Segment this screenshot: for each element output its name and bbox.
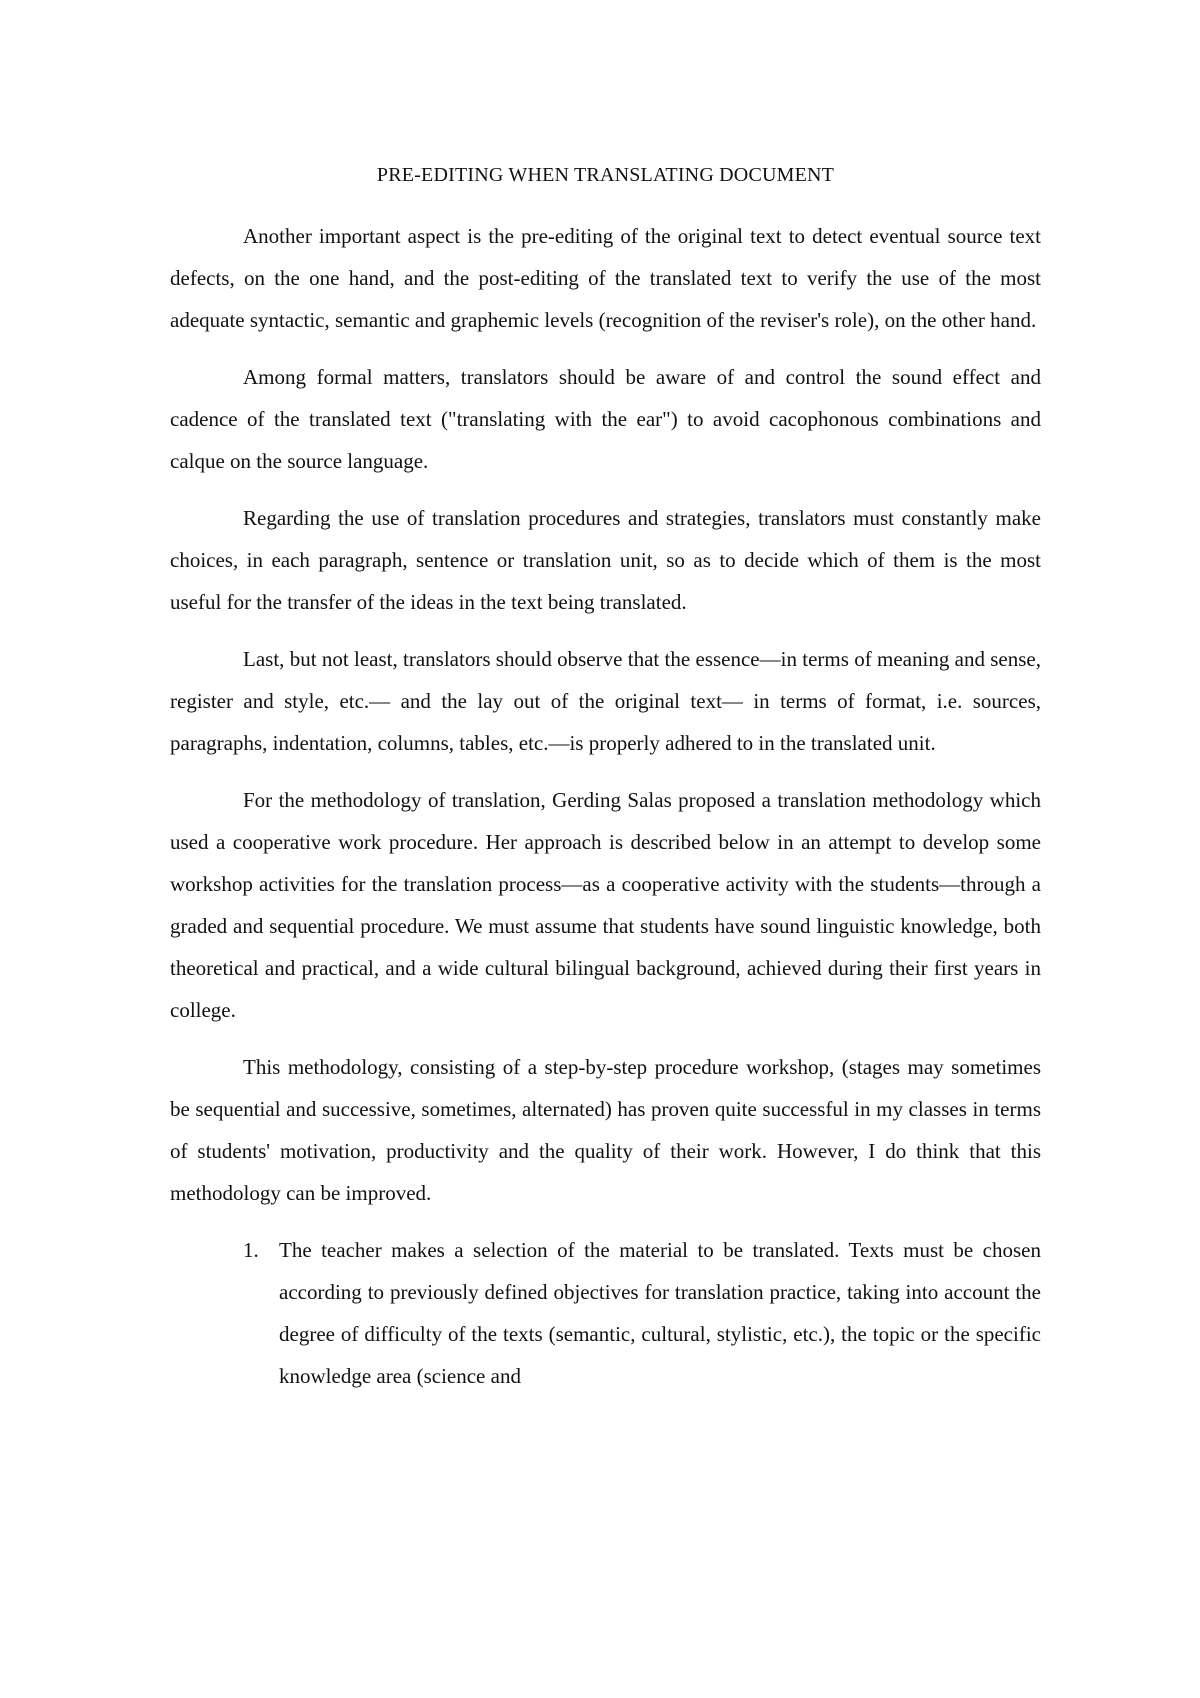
paragraph-essence: Last, but not least, translators should observe that the essence—in terms of meaning and sense, register and style, etc.— and the lay out of the original text— in terms of format, i.e. sources, paragraphs, indentation, columns, tables, etc.—is properly adhered to in the translated unit. bbox=[170, 647, 1041, 755]
procedure-list bbox=[170, 1229, 1041, 1397]
paragraph-workshop: This methodology, consisting of a step-by-step procedure workshop, (stages may sometimes be sequential and successive, sometimes, alternated) has proven quite successful in my classes in terms of students' motivation, productivity and the quality of their work. However, I do think that this methodology can be improved. bbox=[170, 1055, 1041, 1205]
paragraph-methodology: For the methodology of translation, Gerding Salas proposed a translation methodology which used a cooperative work procedure. Her approach is described below in an attempt to develop some workshop activities for the translation process—as a cooperative activity with the students—through a graded and sequential procedure. We must assume that students have sound linguistic knowledge, both theoretical and practical, and a wide cultural bilingual background, achieved during their first years in college. bbox=[170, 788, 1041, 1022]
list-item-number: 1. bbox=[243, 1238, 259, 1262]
list-item-text: The teacher makes a selection of the material to be translated. Texts must be chosen according to previously defined objectives for translation practice, taking into account the degree of difficulty of the texts (semantic, cultural, stylistic, etc.), the topic or the specific knowledge area (science and bbox=[279, 1238, 1041, 1388]
paragraph-pre-editing: Another important aspect is the pre-editing of the original text to detect eventual source text defects, on the one hand, and the post-editing of the translated text to verify the use of the most adequate syntactic, semantic and graphemic levels (recognition of the reviser's role), on the other hand. bbox=[170, 224, 1041, 332]
paragraph-formal-matters: Among formal matters, translators should be aware of and control the sound effect and cadence of the translated text ("translating with the ear") to avoid cacophonous combinations and calque on the source language. bbox=[170, 365, 1041, 473]
document-body bbox=[170, 163, 1041, 1397]
list-item bbox=[170, 1229, 1041, 1397]
paragraph-procedures: Regarding the use of translation procedures and strategies, translators must constantly make choices, in each paragraph, sentence or translation unit, so as to decide which of them is the most useful for the transfer of the ideas in the text being translated. bbox=[170, 506, 1041, 614]
document-title: PRE-EDITING WHEN TRANSLATING DOCUMENT bbox=[376, 164, 835, 186]
